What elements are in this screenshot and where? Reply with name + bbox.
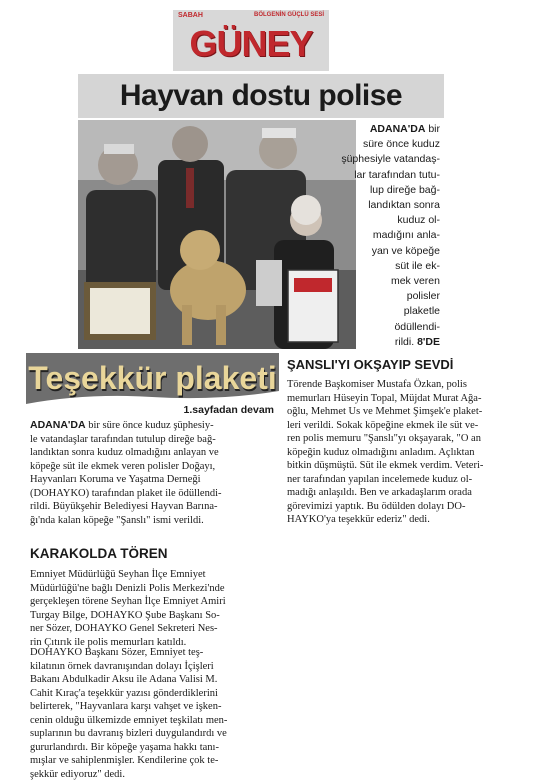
headline: Hayvan dostu polise: [119, 79, 403, 112]
masthead: [173, 10, 329, 71]
right-paragraph: [287, 378, 527, 525]
news-photo: [78, 120, 356, 349]
paragraph-line: suplarının bu davranış bizleri duygulandırdı ve: [30, 728, 227, 739]
paragraph-line: ğı'nda kalan köpeğe "Şanslı" ismi verildi.: [30, 514, 204, 526]
paragraph-line: mışlar ve sahiplenmişler. Kendilerine çok te-: [30, 755, 219, 766]
paragraph-line: madığı anlaşıldı. Ben ve arkadaşlarım orada: [287, 487, 472, 498]
newspaper-logo: GÜNEY: [189, 23, 313, 64]
paragraph-line: rin Çıtırık ile polis memurları katıldı.: [30, 636, 187, 648]
headline-banner: [78, 74, 444, 118]
subhead-ceremony: KARAKOLDA TÖREN: [30, 546, 168, 561]
paragraph-line: rildi. Büyükşehir Belediyesi Hayvan Barına-: [30, 501, 218, 512]
paragraph-line: Hayvanları Koruma ve Yaşatma Derneği: [30, 474, 201, 485]
intro-line: bir: [428, 123, 440, 135]
paragraph-line: Törende Başkomiser Mustafa Özkan, polis: [287, 379, 467, 390]
paragraph-line: le vatandaşlar tarafından tutulup direğe bağ-: [30, 433, 216, 445]
subhead-sansli: ŞANSLI'YI OKŞAYIP SEVDİ: [287, 357, 454, 372]
intro-lead: ADANA'DA: [369, 123, 426, 135]
continued-label: 1.sayfadan devam: [183, 404, 274, 416]
paragraph-line: ren polis memuru "Şanslı"yı okşayarak, "O an: [287, 433, 481, 444]
intro-line: polisler: [406, 290, 440, 303]
intro-line: süre önce kuduz: [362, 138, 440, 151]
intro-line: süt ile ek-: [395, 259, 440, 272]
paragraph-line: köpeğe süt ile ekmek veren polisler Doğayı,: [30, 460, 216, 472]
paragraph-line: kilatının örnek davranışından dolayı İçişleri: [30, 660, 214, 672]
masthead-brand: SABAH: [178, 12, 203, 19]
paragraph-text: bir süre önce kuduz şüphesiy-: [88, 420, 214, 431]
paragraph-line: gerçekleşen törene Seyhan İlçe Emniyet Amiri: [30, 596, 226, 607]
paragraph-line: oğlu, Mehmet Us ve Mehmet Şimşek'e plaket-: [287, 406, 483, 417]
paragraph-line: Emniyet Müdürlüğü Seyhan İlçe Emniyet: [30, 569, 206, 580]
paragraph-line: ner Sözer, DOHAYKO Genel Sekreteri Nes-: [30, 623, 218, 634]
paragraph-line: memurları Hüseyin Topal, Müjdat Murat Ağa-: [287, 392, 482, 404]
intro-line: plaketle: [403, 305, 440, 318]
paragraph-line: Müdürlüğü'ne bağlı Denizli Polis Merkezi'nde: [30, 582, 225, 594]
masthead-tagline: [178, 12, 324, 22]
intro-line: landıktan sonra: [368, 199, 440, 212]
masthead-slogan: BÖLGENİN GÜÇLÜ SESİ: [253, 12, 324, 18]
intro-line: mek veren: [390, 275, 440, 288]
left-paragraph-1: [30, 419, 274, 539]
left-paragraph-3: [30, 646, 274, 780]
paragraph-line: (DOHAYKO) tarafından plaket ile ödüllendi-: [30, 487, 222, 499]
paragraph-lead: ADANA'DA: [30, 419, 86, 431]
banner-swoosh: [26, 391, 279, 404]
paragraph-line: ner tarafından yapılan incelemede kuduz ol-: [287, 473, 473, 485]
paragraph-line: [30, 419, 274, 433]
paragraph-line: görevimizi yaptık. Bu ödülden dolayı DO-: [287, 500, 466, 512]
paragraph-line: HAYKO'ya teşekkür ederiz" dedi.: [287, 514, 430, 525]
intro-line: şüphesiyle vatandaş-: [341, 153, 440, 166]
paragraph-line: cenin olduğu ülkemizde emniyet teşkilatı men-: [30, 714, 228, 726]
intro-line: lup direğe bağ-: [369, 183, 440, 196]
paragraph-line: landıktan sonra kuduz olmadığını anlayan ve: [30, 447, 219, 458]
paragraph-line: Bakanı Abdulkadir Aksu ile Adana Valisi M.: [30, 674, 218, 685]
paragraph-line: Cahit Kıraç'a teşekkür yazısı gönderdiklerini: [30, 687, 218, 699]
intro-line: kuduz ol-: [397, 214, 440, 227]
section-banner: [26, 353, 279, 404]
intro-last-line: [322, 335, 440, 350]
page-reference: 8'DE: [417, 335, 440, 348]
paragraph-line: DOHAYKO Başkanı Sözer, Emniyet teş-: [30, 647, 204, 658]
intro-line: madığını anla-: [372, 229, 440, 242]
photo-scene: [78, 120, 356, 349]
paragraph-line: şekkür ediyoruz" dedi.: [30, 768, 125, 780]
paragraph-line: belirterek, "Hayvanlara karşı vahşet ve işken-: [30, 701, 222, 712]
intro-ending: rildi.: [394, 335, 415, 348]
intro-line: yan ve köpeğe: [371, 244, 440, 257]
paragraph-line: Turgay Bilge, DOHAYKO Şube Başkanı So-: [30, 609, 220, 621]
left-paragraph-2: [30, 568, 274, 648]
paragraph-line: bitkin düşmüştü. Süt ile ekmek verdim. Veteri-: [287, 460, 484, 471]
intro-first-line: [322, 122, 440, 137]
intro-text: [322, 122, 440, 348]
paragraph-line: gururlandırdı. Bir köpeğe yaşama hakkı tanı-: [30, 741, 219, 753]
paragraph-line: köpeğin kuduz olmadığını anladım. Açlıktan: [287, 446, 475, 458]
intro-line: lar tarafından tutu-: [354, 168, 440, 181]
intro-line: ödüllendi-: [394, 320, 440, 333]
section-title: Teşekkür plaketi: [28, 360, 277, 396]
paragraph-line: leri verildi. Sokak köpeğine ekmek ile süt ve-: [287, 419, 479, 431]
